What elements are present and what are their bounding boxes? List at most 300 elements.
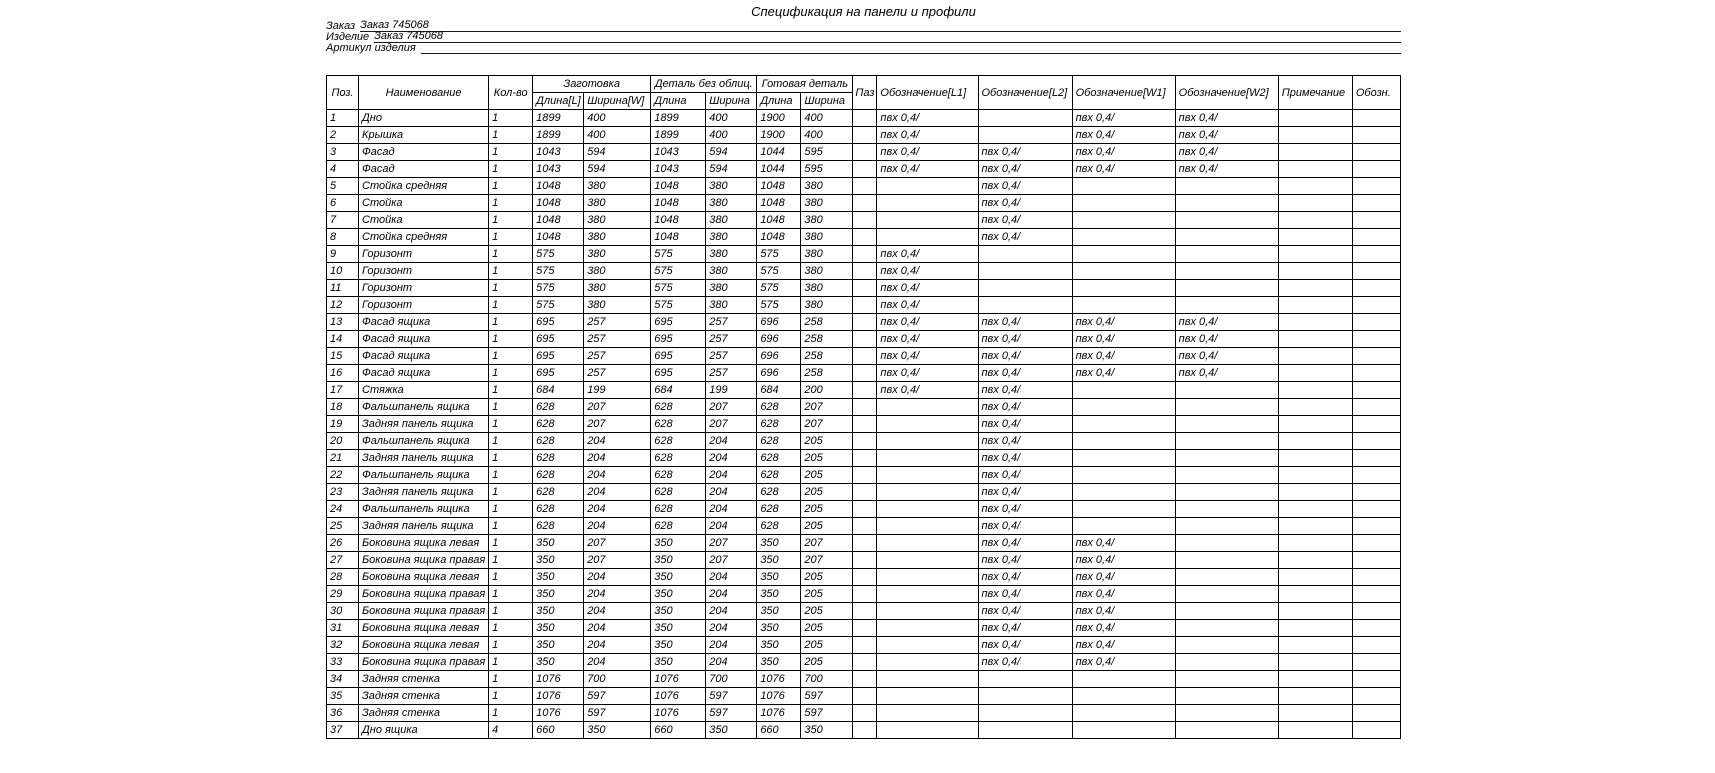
cell-detail-length: 628 <box>651 501 706 518</box>
cell-pos: 25 <box>327 518 359 535</box>
cell-qty: 1 <box>489 501 533 518</box>
cell-ready-length: 696 <box>757 331 801 348</box>
cell-ready-width: 258 <box>801 348 853 365</box>
cell-pos: 19 <box>327 416 359 433</box>
cell-ready-length: 628 <box>757 433 801 450</box>
cell-sign <box>1352 195 1400 212</box>
cell-qty: 1 <box>489 484 533 501</box>
table-row <box>327 144 1401 161</box>
cell-pos: 33 <box>327 654 359 671</box>
cell-name: Боковина ящика правая <box>359 654 489 671</box>
cell-sign <box>1352 586 1400 603</box>
cell-note <box>1278 178 1352 195</box>
cell-blank-width: 350 <box>584 722 651 739</box>
table-row <box>327 467 1401 484</box>
cell-groove <box>853 552 877 569</box>
table-row <box>327 569 1401 586</box>
table-row <box>327 586 1401 603</box>
cell-ready-width: 205 <box>801 603 853 620</box>
cell-ready-width: 380 <box>801 229 853 246</box>
cell-blank-width: 594 <box>584 144 651 161</box>
cell-pos: 9 <box>327 246 359 263</box>
cell-qty: 1 <box>489 331 533 348</box>
cell-mark-w1 <box>1072 178 1175 195</box>
cell-blank-length: 628 <box>533 484 584 501</box>
cell-mark-l2: пвх 0,4/ <box>978 195 1072 212</box>
cell-detail-length: 628 <box>651 433 706 450</box>
table-row <box>327 518 1401 535</box>
cell-detail-width: 594 <box>706 144 757 161</box>
cell-detail-length: 350 <box>651 586 706 603</box>
cell-mark-w2 <box>1175 637 1278 654</box>
table-row <box>327 722 1401 739</box>
cell-blank-width: 380 <box>584 297 651 314</box>
cell-mark-w1: пвх 0,4/ <box>1072 314 1175 331</box>
cell-qty: 1 <box>489 348 533 365</box>
cell-groove <box>853 195 877 212</box>
cell-blank-length: 1043 <box>533 144 584 161</box>
cell-mark-w2 <box>1175 416 1278 433</box>
cell-groove <box>853 654 877 671</box>
cell-name: Боковина ящика левая <box>359 637 489 654</box>
cell-note <box>1278 722 1352 739</box>
table-row <box>327 212 1401 229</box>
cell-mark-l1: пвх 0,4/ <box>877 110 978 127</box>
cell-sign <box>1352 484 1400 501</box>
cell-mark-w2: пвх 0,4/ <box>1175 365 1278 382</box>
cell-mark-l2 <box>978 110 1072 127</box>
cell-ready-length: 1044 <box>757 144 801 161</box>
cell-detail-length: 1048 <box>651 195 706 212</box>
cell-name: Фасад ящика <box>359 348 489 365</box>
cell-detail-width: 204 <box>706 654 757 671</box>
cell-qty: 1 <box>489 365 533 382</box>
cell-qty: 1 <box>489 535 533 552</box>
cell-detail-length: 628 <box>651 399 706 416</box>
cell-mark-l1 <box>877 178 978 195</box>
cell-blank-width: 204 <box>584 654 651 671</box>
cell-sign <box>1352 569 1400 586</box>
cell-blank-width: 380 <box>584 263 651 280</box>
cell-detail-width: 380 <box>706 297 757 314</box>
cell-detail-length: 350 <box>651 603 706 620</box>
cell-name: Боковина ящика правая <box>359 586 489 603</box>
cell-mark-l1: пвх 0,4/ <box>877 297 978 314</box>
cell-mark-l1 <box>877 569 978 586</box>
table-row <box>327 552 1401 569</box>
cell-groove <box>853 416 877 433</box>
cell-ready-width: 207 <box>801 416 853 433</box>
table-row <box>327 688 1401 705</box>
cell-ready-length: 1900 <box>757 127 801 144</box>
cell-name: Горизонт <box>359 263 489 280</box>
cell-groove <box>853 365 877 382</box>
cell-groove <box>853 688 877 705</box>
cell-mark-w1: пвх 0,4/ <box>1072 110 1175 127</box>
cell-ready-length: 350 <box>757 637 801 654</box>
cell-ready-width: 595 <box>801 144 853 161</box>
cell-groove <box>853 246 877 263</box>
cell-sign <box>1352 671 1400 688</box>
cell-mark-l2: пвх 0,4/ <box>978 314 1072 331</box>
cell-note <box>1278 569 1352 586</box>
cell-mark-w2: пвх 0,4/ <box>1175 314 1278 331</box>
cell-qty: 1 <box>489 654 533 671</box>
cell-detail-width: 204 <box>706 450 757 467</box>
cell-groove <box>853 433 877 450</box>
cell-detail-length: 575 <box>651 280 706 297</box>
cell-blank-width: 400 <box>584 127 651 144</box>
cell-detail-length: 350 <box>651 535 706 552</box>
cell-name: Боковина ящика левая <box>359 569 489 586</box>
cell-qty: 1 <box>489 603 533 620</box>
cell-ready-length: 1048 <box>757 229 801 246</box>
cell-sign <box>1352 416 1400 433</box>
cell-detail-width: 257 <box>706 348 757 365</box>
cell-name: Задняя панель ящика <box>359 416 489 433</box>
cell-pos: 37 <box>327 722 359 739</box>
table-row <box>327 127 1401 144</box>
order-value: Заказ 745068 <box>360 20 1401 32</box>
cell-mark-w1 <box>1072 501 1175 518</box>
cell-pos: 11 <box>327 280 359 297</box>
cell-detail-width: 380 <box>706 178 757 195</box>
cell-blank-width: 207 <box>584 399 651 416</box>
cell-blank-length: 575 <box>533 246 584 263</box>
order-label: Заказ <box>326 20 356 32</box>
table-row <box>327 671 1401 688</box>
cell-ready-width: 205 <box>801 569 853 586</box>
cell-mark-l1: пвх 0,4/ <box>877 314 978 331</box>
cell-detail-width: 380 <box>706 246 757 263</box>
cell-blank-width: 597 <box>584 688 651 705</box>
cell-mark-l2: пвх 0,4/ <box>978 569 1072 586</box>
cell-mark-l1 <box>877 501 978 518</box>
cell-qty: 1 <box>489 450 533 467</box>
cell-ready-length: 684 <box>757 382 801 399</box>
cell-name: Стойка средняя <box>359 178 489 195</box>
cell-blank-width: 257 <box>584 314 651 331</box>
cell-pos: 21 <box>327 450 359 467</box>
cell-blank-length: 1048 <box>533 212 584 229</box>
cell-mark-l2: пвх 0,4/ <box>978 365 1072 382</box>
cell-ready-width: 205 <box>801 450 853 467</box>
col-header-ready-width: Ширина <box>801 93 853 110</box>
cell-qty: 1 <box>489 569 533 586</box>
cell-sign <box>1352 263 1400 280</box>
cell-name: Боковина ящика левая <box>359 535 489 552</box>
table-row <box>327 484 1401 501</box>
cell-mark-w1: пвх 0,4/ <box>1072 331 1175 348</box>
cell-pos: 20 <box>327 433 359 450</box>
cell-pos: 2 <box>327 127 359 144</box>
cell-mark-l2: пвх 0,4/ <box>978 450 1072 467</box>
cell-groove <box>853 450 877 467</box>
cell-mark-w1 <box>1072 671 1175 688</box>
page-title: Спецификация на панели и профили <box>751 4 976 19</box>
cell-mark-w2 <box>1175 569 1278 586</box>
table-row <box>327 603 1401 620</box>
cell-qty: 4 <box>489 722 533 739</box>
cell-name: Задняя стенка <box>359 688 489 705</box>
cell-ready-width: 205 <box>801 484 853 501</box>
cell-detail-width: 204 <box>706 586 757 603</box>
col-header-ready-length: Длина <box>757 93 801 110</box>
cell-note <box>1278 671 1352 688</box>
cell-groove <box>853 127 877 144</box>
cell-detail-width: 400 <box>706 127 757 144</box>
cell-ready-width: 380 <box>801 212 853 229</box>
cell-sign <box>1352 603 1400 620</box>
cell-note <box>1278 195 1352 212</box>
cell-blank-width: 597 <box>584 705 651 722</box>
cell-pos: 3 <box>327 144 359 161</box>
cell-detail-length: 575 <box>651 263 706 280</box>
cell-mark-l2: пвх 0,4/ <box>978 603 1072 620</box>
cell-mark-l1 <box>877 535 978 552</box>
cell-groove <box>853 501 877 518</box>
cell-detail-length: 628 <box>651 484 706 501</box>
cell-ready-length: 660 <box>757 722 801 739</box>
cell-qty: 1 <box>489 467 533 484</box>
header-row-groups <box>327 76 1401 93</box>
cell-mark-w1: пвх 0,4/ <box>1072 365 1175 382</box>
cell-qty: 1 <box>489 229 533 246</box>
cell-mark-l1 <box>877 671 978 688</box>
cell-detail-length: 1043 <box>651 144 706 161</box>
cell-ready-length: 628 <box>757 501 801 518</box>
cell-note <box>1278 314 1352 331</box>
col-header-groove: Паз <box>853 76 877 110</box>
cell-mark-l2: пвх 0,4/ <box>978 229 1072 246</box>
cell-pos: 4 <box>327 161 359 178</box>
cell-blank-width: 380 <box>584 280 651 297</box>
cell-sign <box>1352 705 1400 722</box>
cell-note <box>1278 637 1352 654</box>
cell-blank-length: 1076 <box>533 688 584 705</box>
cell-note <box>1278 399 1352 416</box>
cell-sign <box>1352 161 1400 178</box>
cell-blank-length: 1076 <box>533 705 584 722</box>
cell-blank-length: 628 <box>533 450 584 467</box>
cell-blank-length: 1899 <box>533 110 584 127</box>
cell-mark-w2 <box>1175 246 1278 263</box>
cell-mark-w2: пвх 0,4/ <box>1175 127 1278 144</box>
cell-blank-width: 204 <box>584 450 651 467</box>
cell-groove <box>853 178 877 195</box>
table-row <box>327 246 1401 263</box>
cell-pos: 28 <box>327 569 359 586</box>
cell-mark-w2: пвх 0,4/ <box>1175 144 1278 161</box>
cell-blank-length: 1048 <box>533 178 584 195</box>
cell-qty: 1 <box>489 280 533 297</box>
cell-note <box>1278 484 1352 501</box>
cell-ready-length: 350 <box>757 603 801 620</box>
cell-mark-l1 <box>877 637 978 654</box>
cell-detail-width: 700 <box>706 671 757 688</box>
cell-sign <box>1352 127 1400 144</box>
cell-mark-w1 <box>1072 484 1175 501</box>
table-row <box>327 450 1401 467</box>
cell-detail-length: 350 <box>651 654 706 671</box>
col-header-mark-l2: Обозначение[L2] <box>978 76 1072 110</box>
meta-line-article <box>326 43 1401 54</box>
cell-ready-width: 380 <box>801 280 853 297</box>
cell-blank-length: 350 <box>533 603 584 620</box>
cell-pos: 16 <box>327 365 359 382</box>
cell-mark-w2 <box>1175 178 1278 195</box>
cell-detail-length: 1043 <box>651 161 706 178</box>
cell-groove <box>853 348 877 365</box>
table-row <box>327 501 1401 518</box>
cell-note <box>1278 127 1352 144</box>
cell-mark-l2: пвх 0,4/ <box>978 144 1072 161</box>
cell-ready-width: 205 <box>801 637 853 654</box>
cell-detail-length: 660 <box>651 722 706 739</box>
cell-mark-l2 <box>978 671 1072 688</box>
cell-pos: 27 <box>327 552 359 569</box>
cell-sign <box>1352 229 1400 246</box>
cell-mark-l1: пвх 0,4/ <box>877 365 978 382</box>
cell-groove <box>853 399 877 416</box>
cell-blank-length: 628 <box>533 399 584 416</box>
cell-ready-width: 700 <box>801 671 853 688</box>
cell-pos: 17 <box>327 382 359 399</box>
cell-blank-length: 350 <box>533 586 584 603</box>
cell-ready-length: 1048 <box>757 212 801 229</box>
cell-note <box>1278 416 1352 433</box>
cell-sign <box>1352 467 1400 484</box>
cell-detail-length: 350 <box>651 552 706 569</box>
cell-groove <box>853 467 877 484</box>
cell-mark-w2 <box>1175 280 1278 297</box>
cell-detail-width: 350 <box>706 722 757 739</box>
cell-name: Горизонт <box>359 280 489 297</box>
cell-ready-length: 696 <box>757 365 801 382</box>
cell-name: Фасад ящика <box>359 314 489 331</box>
cell-ready-width: 258 <box>801 331 853 348</box>
cell-blank-length: 695 <box>533 365 584 382</box>
cell-detail-width: 207 <box>706 535 757 552</box>
cell-mark-l2: пвх 0,4/ <box>978 161 1072 178</box>
cell-sign <box>1352 144 1400 161</box>
cell-qty: 1 <box>489 586 533 603</box>
col-header-detail-width: Ширина <box>706 93 757 110</box>
cell-mark-w2 <box>1175 671 1278 688</box>
cell-pos: 32 <box>327 637 359 654</box>
cell-detail-length: 350 <box>651 637 706 654</box>
cell-note <box>1278 535 1352 552</box>
cell-pos: 30 <box>327 603 359 620</box>
cell-ready-width: 380 <box>801 195 853 212</box>
cell-groove <box>853 671 877 688</box>
cell-sign <box>1352 297 1400 314</box>
cell-ready-width: 205 <box>801 586 853 603</box>
cell-detail-width: 207 <box>706 399 757 416</box>
cell-sign <box>1352 110 1400 127</box>
cell-mark-w1 <box>1072 705 1175 722</box>
cell-blank-width: 257 <box>584 365 651 382</box>
cell-name: Боковина ящика правая <box>359 552 489 569</box>
cell-detail-width: 204 <box>706 569 757 586</box>
cell-ready-length: 1900 <box>757 110 801 127</box>
cell-ready-width: 200 <box>801 382 853 399</box>
cell-blank-length: 350 <box>533 620 584 637</box>
cell-ready-length: 575 <box>757 263 801 280</box>
cell-name: Фасад <box>359 144 489 161</box>
cell-ready-length: 1076 <box>757 688 801 705</box>
cell-mark-w1 <box>1072 263 1175 280</box>
cell-ready-length: 350 <box>757 654 801 671</box>
cell-mark-l2: пвх 0,4/ <box>978 433 1072 450</box>
cell-ready-width: 205 <box>801 501 853 518</box>
cell-mark-w1 <box>1072 416 1175 433</box>
table-row <box>327 314 1401 331</box>
cell-pos: 15 <box>327 348 359 365</box>
cell-detail-length: 628 <box>651 467 706 484</box>
cell-detail-width: 380 <box>706 263 757 280</box>
cell-blank-length: 684 <box>533 382 584 399</box>
cell-ready-length: 1076 <box>757 705 801 722</box>
cell-blank-width: 204 <box>584 620 651 637</box>
table-row <box>327 433 1401 450</box>
cell-sign <box>1352 620 1400 637</box>
cell-blank-length: 695 <box>533 331 584 348</box>
cell-groove <box>853 331 877 348</box>
cell-sign <box>1352 501 1400 518</box>
cell-note <box>1278 450 1352 467</box>
col-header-sign: Обозн. <box>1352 76 1400 110</box>
cell-blank-width: 380 <box>584 178 651 195</box>
cell-name: Крышка <box>359 127 489 144</box>
cell-mark-l2: пвх 0,4/ <box>978 535 1072 552</box>
cell-ready-width: 258 <box>801 314 853 331</box>
cell-sign <box>1352 654 1400 671</box>
cell-pos: 7 <box>327 212 359 229</box>
table-row <box>327 637 1401 654</box>
cell-pos: 10 <box>327 263 359 280</box>
cell-blank-width: 400 <box>584 110 651 127</box>
cell-mark-l1 <box>877 620 978 637</box>
cell-note <box>1278 552 1352 569</box>
col-header-pos: Поз. <box>327 76 359 110</box>
cell-groove <box>853 144 877 161</box>
cell-pos: 12 <box>327 297 359 314</box>
cell-mark-w1 <box>1072 212 1175 229</box>
cell-blank-width: 204 <box>584 433 651 450</box>
cell-mark-w1: пвх 0,4/ <box>1072 161 1175 178</box>
col-group-detail: Деталь без облиц. <box>651 76 757 93</box>
cell-mark-l1: пвх 0,4/ <box>877 348 978 365</box>
cell-mark-l1: пвх 0,4/ <box>877 382 978 399</box>
cell-mark-l1 <box>877 433 978 450</box>
cell-note <box>1278 467 1352 484</box>
cell-note <box>1278 603 1352 620</box>
cell-pos: 34 <box>327 671 359 688</box>
cell-detail-width: 257 <box>706 314 757 331</box>
table-row <box>327 654 1401 671</box>
col-group-blank: Заготовка <box>533 76 651 93</box>
cell-mark-l1: пвх 0,4/ <box>877 331 978 348</box>
cell-detail-width: 204 <box>706 620 757 637</box>
cell-sign <box>1352 637 1400 654</box>
cell-name: Фальшпанель ящика <box>359 501 489 518</box>
cell-blank-width: 204 <box>584 484 651 501</box>
cell-mark-w2: пвх 0,4/ <box>1175 161 1278 178</box>
cell-detail-length: 575 <box>651 297 706 314</box>
cell-detail-length: 1076 <box>651 688 706 705</box>
cell-mark-l1 <box>877 722 978 739</box>
